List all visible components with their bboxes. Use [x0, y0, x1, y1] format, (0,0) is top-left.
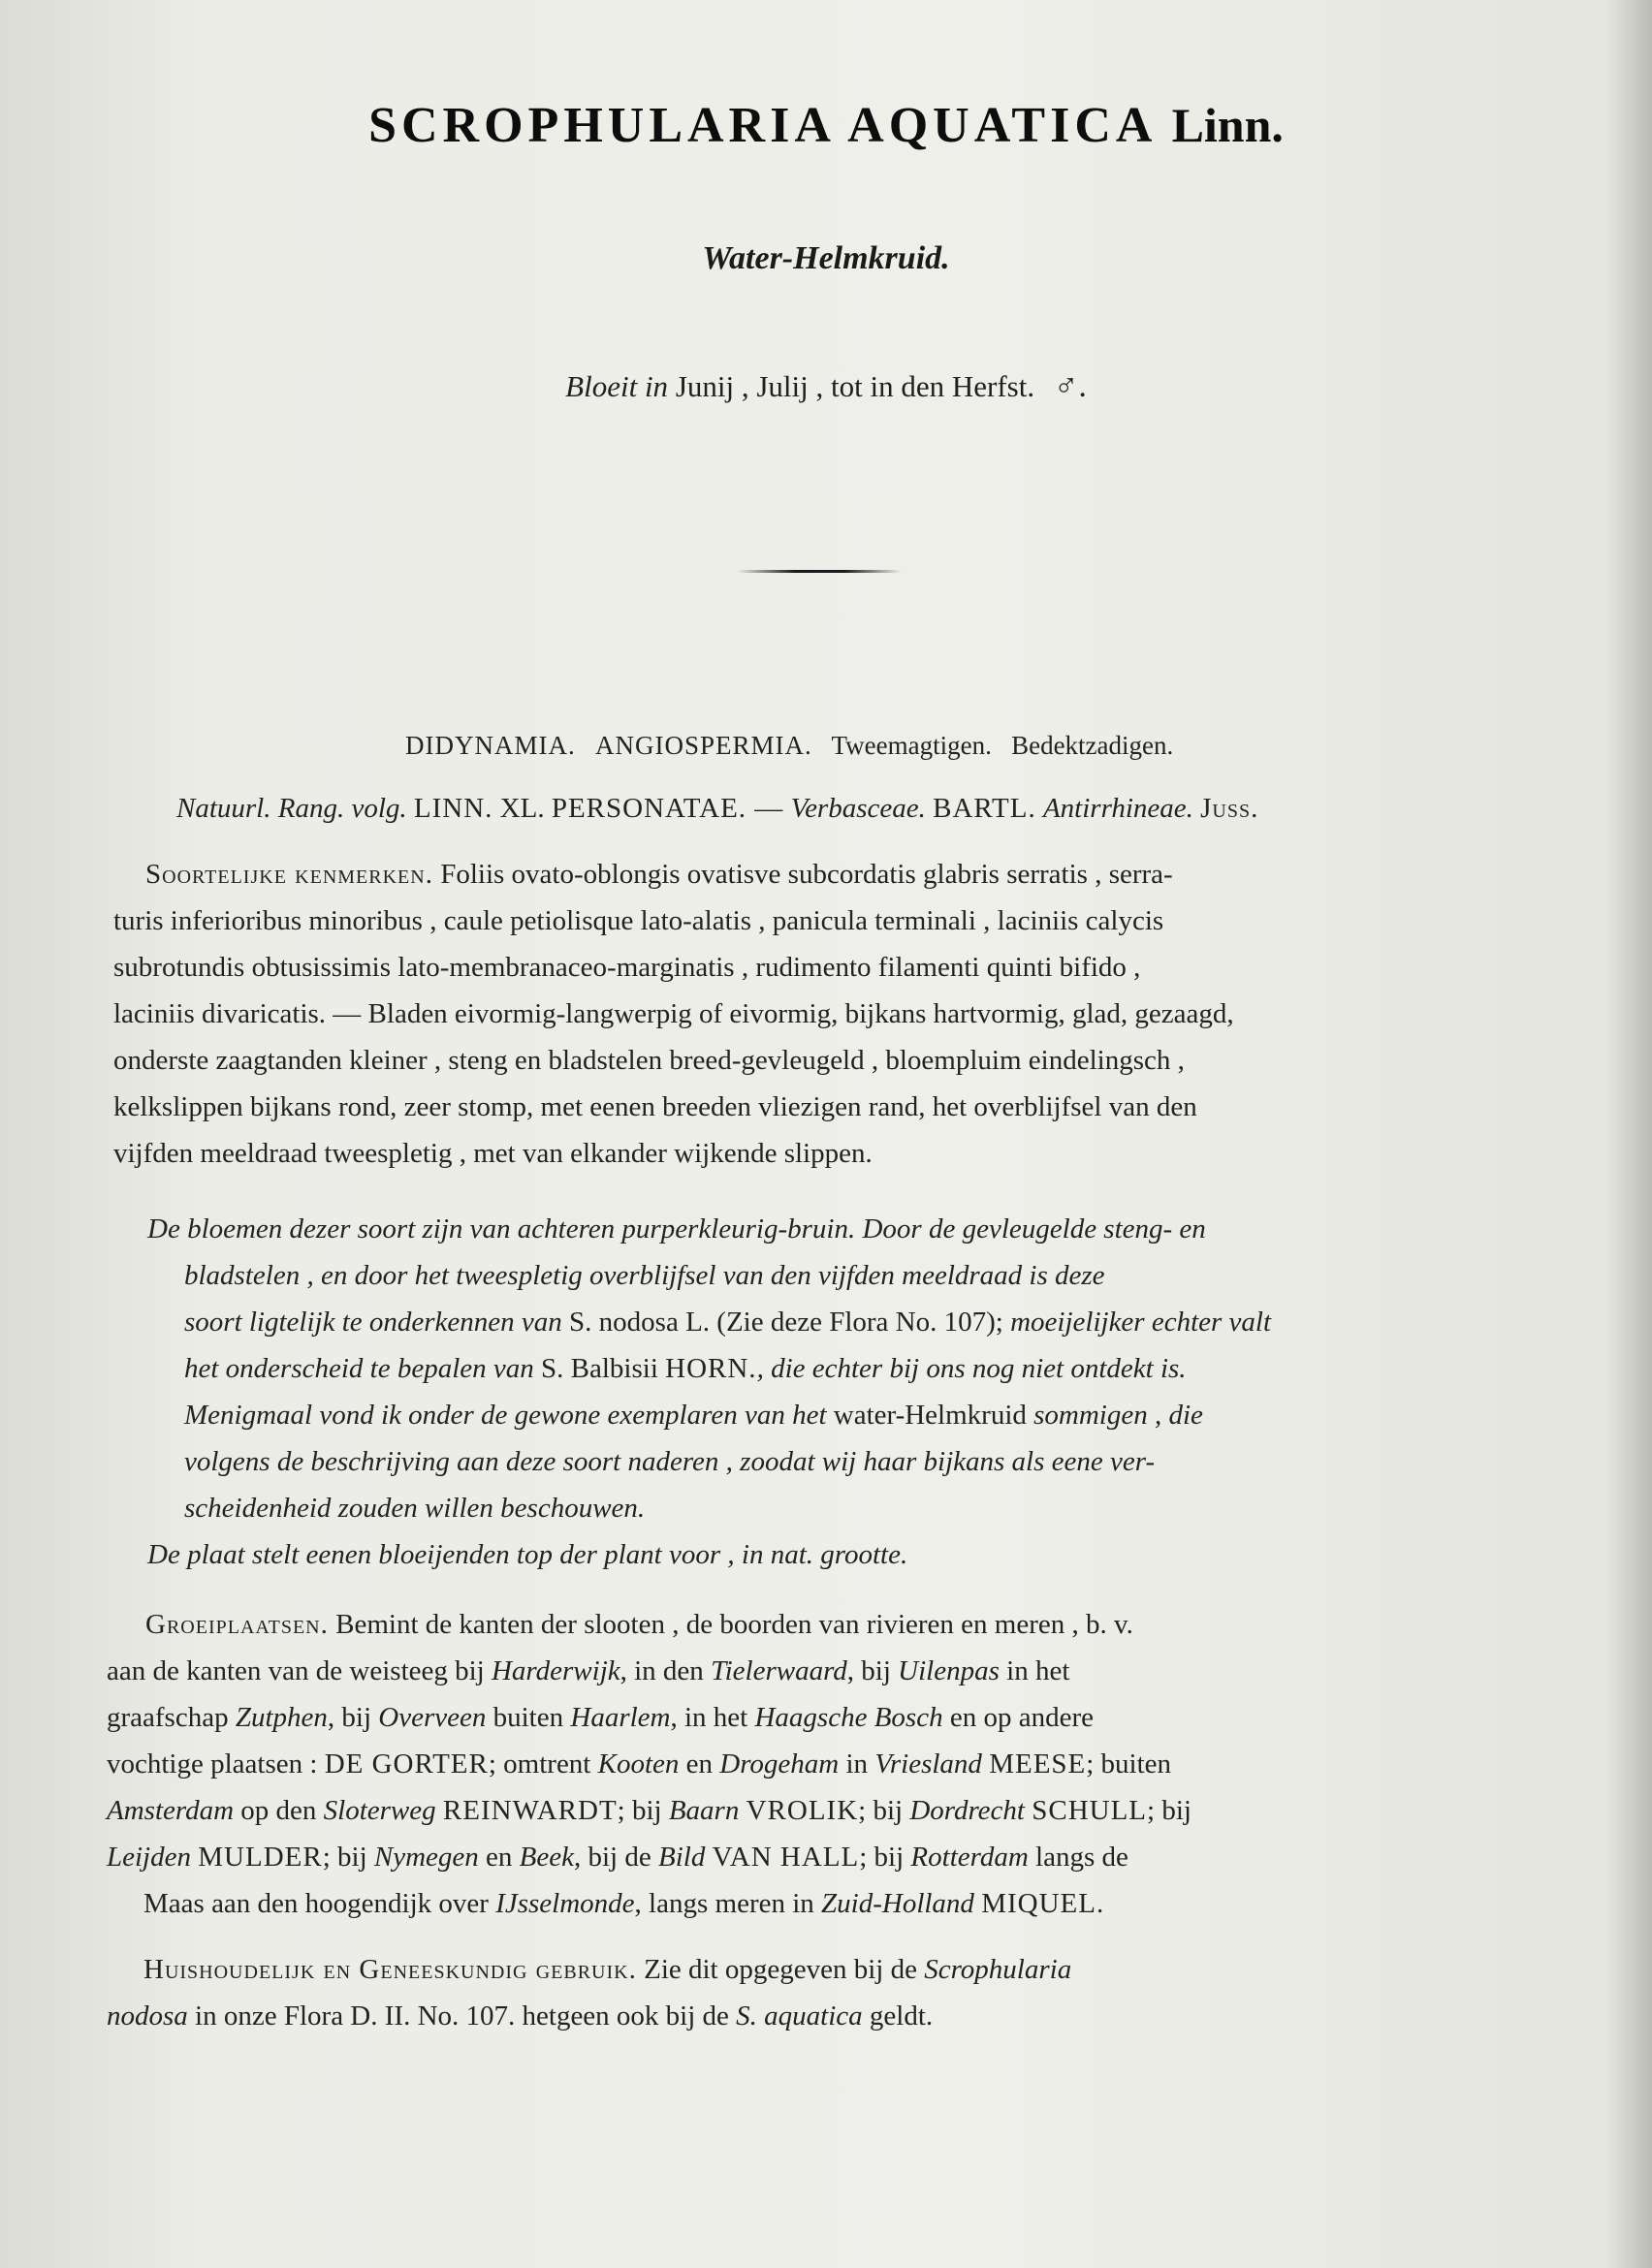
- natural-rank-label: Natuurl. Rang. volg.: [176, 793, 407, 824]
- flowering-prefix: Bloeit in: [565, 369, 669, 403]
- desc-l5-c: sommigen , die: [1033, 1400, 1203, 1431]
- common-name: Water-Helmkruid.: [702, 240, 950, 276]
- loc-l2-c: , in den: [620, 1655, 704, 1686]
- characteristics-line-4: laciniis divaricatis. — Bladen eivormig-langwerpig of eivormig, bijkans hartvormig, glad, gezaagd,: [113, 998, 1234, 1029]
- class-bedektzadigen: Bedektzadigen.: [1011, 731, 1174, 760]
- description-line-2: bladstelen , en door het tweespletig overblijfsel van den vijfden meeldraad is deze: [184, 1260, 1105, 1291]
- classification-line-2: [176, 793, 1258, 825]
- loc-l2-e: , bij: [846, 1655, 891, 1686]
- loc-l2-a: aan de kanten van de weisteeg bij: [107, 1655, 485, 1686]
- loc-l7-c: , langs meren in: [634, 1888, 814, 1919]
- description-line-8: De plaat stelt eenen bloeijenden top der plant voor , in nat. grootte.: [147, 1539, 908, 1570]
- description-line-7: scheidenheid zouden willen beschouwen.: [184, 1493, 646, 1524]
- author-juss: Juss.: [1200, 793, 1259, 824]
- uses-l2-d: geldt.: [869, 2000, 934, 2032]
- order-personatae: PERSONATAE. —: [551, 793, 784, 824]
- description-line-6: volgens de beschrijving aan deze soort naderen , zoodat wij haar bijkans als eene ver-: [184, 1446, 1156, 1477]
- rank-number: XL.: [499, 793, 545, 824]
- class-didynamia: DIDYNAMIA.: [405, 731, 576, 760]
- loc-l4-a: vochtige plaatsen :: [107, 1748, 318, 1780]
- binding-shadow: [1607, 0, 1652, 2268]
- loc-l5-e: ; bij: [617, 1795, 662, 1826]
- loc-l5-h: ; bij: [858, 1795, 904, 1826]
- author-de-gorter: DE GORTER: [324, 1748, 489, 1780]
- localities-line-4: [107, 1748, 1171, 1780]
- species-name: SCROPHULARIA AQUATICA: [368, 98, 1155, 153]
- characteristics-line-3: subrotundis obtusissimis lato-membranaceo-marginatis , rudimento filamenti quinti bifido ,: [113, 952, 1141, 983]
- place-tielerwaard: Tielerwaard: [711, 1655, 847, 1686]
- family-verbasceae: Verbasceae.: [790, 793, 926, 824]
- localities-line-7: [143, 1888, 1104, 1920]
- place-nymegen: Nymegen: [373, 1842, 479, 1873]
- uses-l2-b: in onze Flora D. II. No. 107. hetgeen ook bij de: [195, 2000, 729, 2032]
- section-divider: [737, 570, 902, 573]
- description-line-4: [184, 1353, 1187, 1385]
- loc-l4-g: in: [845, 1748, 869, 1780]
- author-bartl: BARTL.: [933, 793, 1036, 824]
- uses-line-1: [143, 1954, 1071, 1986]
- uses-l1-a: Zie dit opgegeven bij de: [644, 1954, 917, 1985]
- place-rotterdam: Rotterdam: [910, 1842, 1029, 1873]
- place-haagsche-bosch: Haagsche Bosch: [754, 1702, 943, 1733]
- loc-l4-e: en: [685, 1748, 714, 1780]
- loc-l4-j: ; buiten: [1086, 1748, 1172, 1780]
- desc-l3-b: S. nodosa L. (Zie deze Flora No. 107);: [569, 1307, 1003, 1338]
- place-drogeham: Drogeham: [719, 1748, 840, 1780]
- uses-l2-a: nodosa: [107, 2000, 188, 2032]
- description-line-1: De bloemen dezer soort zijn van achteren purperkleurig-bruin. Door de gevleugelde steng- en: [147, 1213, 1206, 1244]
- uses-label: Huishoudelijk en Geneeskundig gebruik.: [143, 1954, 637, 1985]
- author-reinwardt: REINWARDT: [442, 1795, 618, 1826]
- desc-l4-d: , die echter bij ons nog niet ontdekt is.: [756, 1353, 1187, 1384]
- loc-l3-i: en op andere: [949, 1702, 1094, 1733]
- author-schull: SCHULL: [1032, 1795, 1148, 1826]
- place-kooten: Kooten: [597, 1748, 680, 1780]
- localities-line-2: [107, 1655, 1069, 1687]
- description-line-5: [184, 1400, 1203, 1432]
- uses-l2-c: S. aquatica: [736, 2000, 863, 2032]
- characteristics-line-1: [145, 859, 1173, 891]
- loc-l7-a: Maas aan den hoogendijk over: [143, 1888, 489, 1919]
- loc-l6-e: en: [486, 1842, 513, 1873]
- species-title: [0, 97, 1652, 154]
- loc-l6-j: ; bij: [859, 1842, 905, 1873]
- loc-l3-e: buiten: [492, 1702, 564, 1733]
- desc-l3-c: moeijelijker echter valt: [1010, 1307, 1272, 1338]
- desc-l4-a: het onderscheid te bepalen van: [184, 1353, 534, 1384]
- place-leijden: Leijden: [107, 1842, 191, 1873]
- place-zutphen: Zutphen: [235, 1702, 328, 1733]
- place-baarn: Baarn: [668, 1795, 740, 1826]
- loc-l3-c: , bij: [327, 1702, 372, 1733]
- desc-l5-b: water-Helmkruid: [833, 1400, 1027, 1431]
- place-vriesland: Vriesland: [874, 1748, 982, 1780]
- author-mulder: MULDER: [198, 1842, 323, 1873]
- loc-l3-a: graafschap: [107, 1702, 229, 1733]
- class-tweemagtigen: Tweemagtigen.: [831, 731, 992, 760]
- author-vrolik: VROLIK: [746, 1795, 859, 1826]
- localities-line-1: [145, 1609, 1133, 1641]
- place-bild: Bild: [658, 1842, 706, 1873]
- author-linn: LINN.: [413, 793, 493, 824]
- loc-l4-c: ; omtrent: [488, 1748, 591, 1780]
- loc-l2-g: in het: [1006, 1655, 1070, 1686]
- localities-l1: Bemint de kanten der slooten , de boorden van rivieren en meren , b. v.: [335, 1609, 1133, 1640]
- place-sloterweg: Sloterweg: [323, 1795, 436, 1826]
- tribe-antirrhineae: Antirrhineae.: [1042, 793, 1193, 824]
- place-zuid-holland: Zuid-Holland: [821, 1888, 974, 1919]
- flowering-text: Junij , Julij , tot in den Herfst.: [675, 369, 1035, 403]
- localities-line-3: [107, 1702, 1094, 1734]
- author-van-hall: VAN HALL: [712, 1842, 860, 1873]
- loc-l3-g: , in het: [670, 1702, 748, 1733]
- loc-l5-k: ; bij: [1147, 1795, 1191, 1826]
- species-author: Linn.: [1171, 98, 1284, 152]
- characteristics-label: Soortelijke kenmerken.: [145, 859, 433, 890]
- characteristics-line-2: turis inferioribus minoribus , caule petiolisque lato-alatis , panicula terminali , laciniis calycis: [113, 905, 1164, 936]
- uses-l1-b: Scrophularia: [924, 1954, 1072, 1985]
- characteristics-line-6: kelkslippen bijkans rond, zeer stomp, met eenen breeden vliezigen rand, het overblijfsel van den: [113, 1091, 1197, 1122]
- desc-l4-c: HORN.: [665, 1353, 757, 1384]
- characteristics-line-5: onderste zaagtanden kleiner , steng en bladstelen breed-gevleugeld , bloempluim eindelingsch ,: [113, 1045, 1185, 1076]
- characteristics-text: Foliis ovato-oblongis ovatisve subcordatis glabris serratis , serra-: [440, 859, 1173, 890]
- class-angiospermia: ANGIOSPERMIA.: [594, 731, 812, 760]
- place-uilenpas: Uilenpas: [898, 1655, 1000, 1686]
- loc-l6-g: , bij de: [574, 1842, 651, 1873]
- place-overveen: Overveen: [378, 1702, 487, 1733]
- desc-l3-a: soort ligtelijk te onderkennen van: [184, 1307, 562, 1338]
- place-dordrecht: Dordrecht: [909, 1795, 1025, 1826]
- author-meese: MEESE: [989, 1748, 1087, 1780]
- localities-line-5: [107, 1795, 1191, 1827]
- desc-l4-b: S. Balbisii: [541, 1353, 658, 1384]
- perennial-symbol: ♂.: [1053, 368, 1087, 404]
- loc-l6-l: langs de: [1035, 1842, 1128, 1873]
- place-harderwijk: Harderwijk: [491, 1655, 620, 1686]
- place-haarlem: Haarlem: [570, 1702, 671, 1733]
- desc-l5-a: Menigmaal vond ik onder de gewone exemplaren van het: [184, 1400, 827, 1431]
- flowering-period: [0, 368, 1652, 405]
- place-ijsselmonde: IJsselmonde: [495, 1888, 635, 1919]
- localities-line-6: [107, 1842, 1128, 1874]
- place-amsterdam: Amsterdam: [107, 1795, 235, 1826]
- place-beek: Beek: [519, 1842, 574, 1873]
- description-line-3: [184, 1307, 1271, 1339]
- uses-line-2: [107, 2000, 933, 2032]
- characteristics-line-7: vijfden meeldraad tweespletig , met van elkander wijkende slippen.: [113, 1138, 873, 1169]
- localities-label: Groeiplaatsen.: [145, 1609, 329, 1640]
- author-miquel: MIQUEL.: [981, 1888, 1105, 1919]
- classification-line-1: [405, 731, 1173, 761]
- loc-l6-c: ; bij: [322, 1842, 367, 1873]
- loc-l5-b: op den: [240, 1795, 317, 1826]
